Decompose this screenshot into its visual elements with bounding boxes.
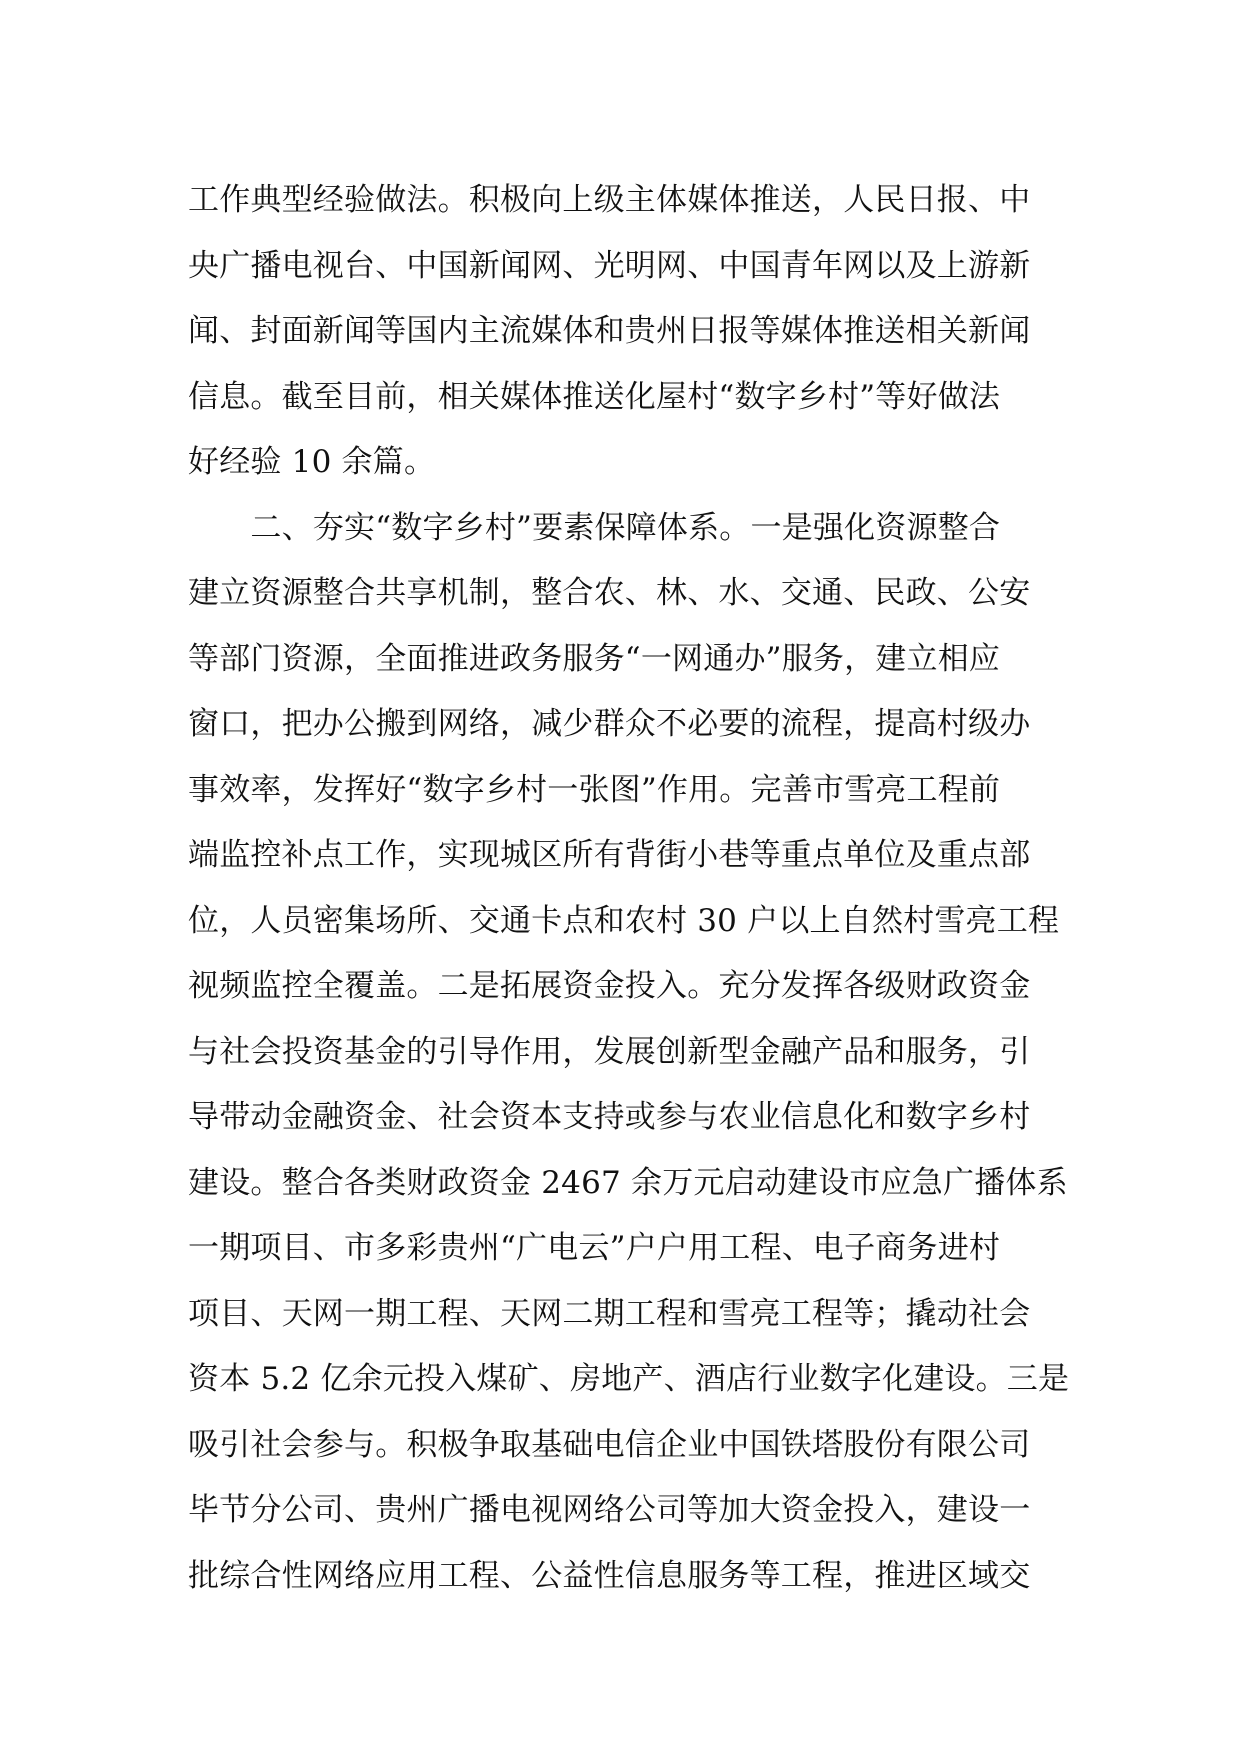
text-line: 等部门资源，全面推进政务服务“一网通办”服务，建立相应 xyxy=(188,640,1001,677)
text-line: 端监控补点工作，实现城区所有背街小巷等重点单位及重点部 xyxy=(188,837,1031,873)
text-line: 导带动金融资金、社会资本支持或参与农业信息化和数字乡村 xyxy=(188,1099,1031,1135)
text-line: 建立资源整合共享机制，整合农、林、水、交通、民政、公安 xyxy=(188,575,1031,611)
text-line: 闻、封面新闻等国内主流媒体和贵州日报等媒体推送相关新闻 xyxy=(188,313,1031,349)
section-heading-line: 二、夯实“数字乡村”要素保障体系。一是强化资源整合 xyxy=(188,509,1001,546)
document-body xyxy=(188,168,1070,1609)
text-line: 好经验 10 余篇。 xyxy=(188,444,436,480)
text-line: 工作典型经验做法。积极向上级主体媒体推送，人民日报、中 xyxy=(188,182,1031,218)
text-line: 事效率，发挥好“数字乡村一张图”作用。完善市雪亮工程前 xyxy=(188,771,1001,808)
text-line: 窗口，把办公搬到网络，减少群众不必要的流程，提高村级办 xyxy=(188,706,1031,742)
text-line: 与社会投资基金的引导作用，发展创新型金融产品和服务，引 xyxy=(188,1033,1031,1070)
text-line: 毕节分公司、贵州广播电视网络公司等加大资金投入，建设一 xyxy=(188,1492,1031,1528)
text-line: 资本 5.2 亿余元投入煤矿、房地产、酒店行业数字化建设。三是 xyxy=(188,1361,1070,1397)
text-line: 一期项目、市多彩贵州“广电云”户户用工程、电子商务进村 xyxy=(188,1230,1001,1266)
text-line: 吸引社会参与。积极争取基础电信企业中国铁塔股份有限公司 xyxy=(188,1426,1031,1463)
text-line: 批综合性网络应用工程、公益性信息服务等工程，推进区域交 xyxy=(188,1557,1031,1594)
text-line: 信息。截至目前，相关媒体推送化屋村“数字乡村”等好做法 xyxy=(188,378,1001,415)
text-line: 视频监控全覆盖。二是拓展资金投入。充分发挥各级财政资金 xyxy=(188,968,1031,1004)
text-line: 位，人员密集场所、交通卡点和农村 30 户以上自然村雪亮工程 xyxy=(188,902,1060,939)
text-line: 项目、天网一期工程、天网二期工程和雪亮工程等；撬动社会 xyxy=(188,1295,1031,1332)
text-line: 央广播电视台、中国新闻网、光明网、中国青年网以及上游新 xyxy=(188,247,1031,284)
text-line: 建设。整合各类财政资金 2467 余万元启动建设市应急广播体系 xyxy=(188,1164,1068,1201)
